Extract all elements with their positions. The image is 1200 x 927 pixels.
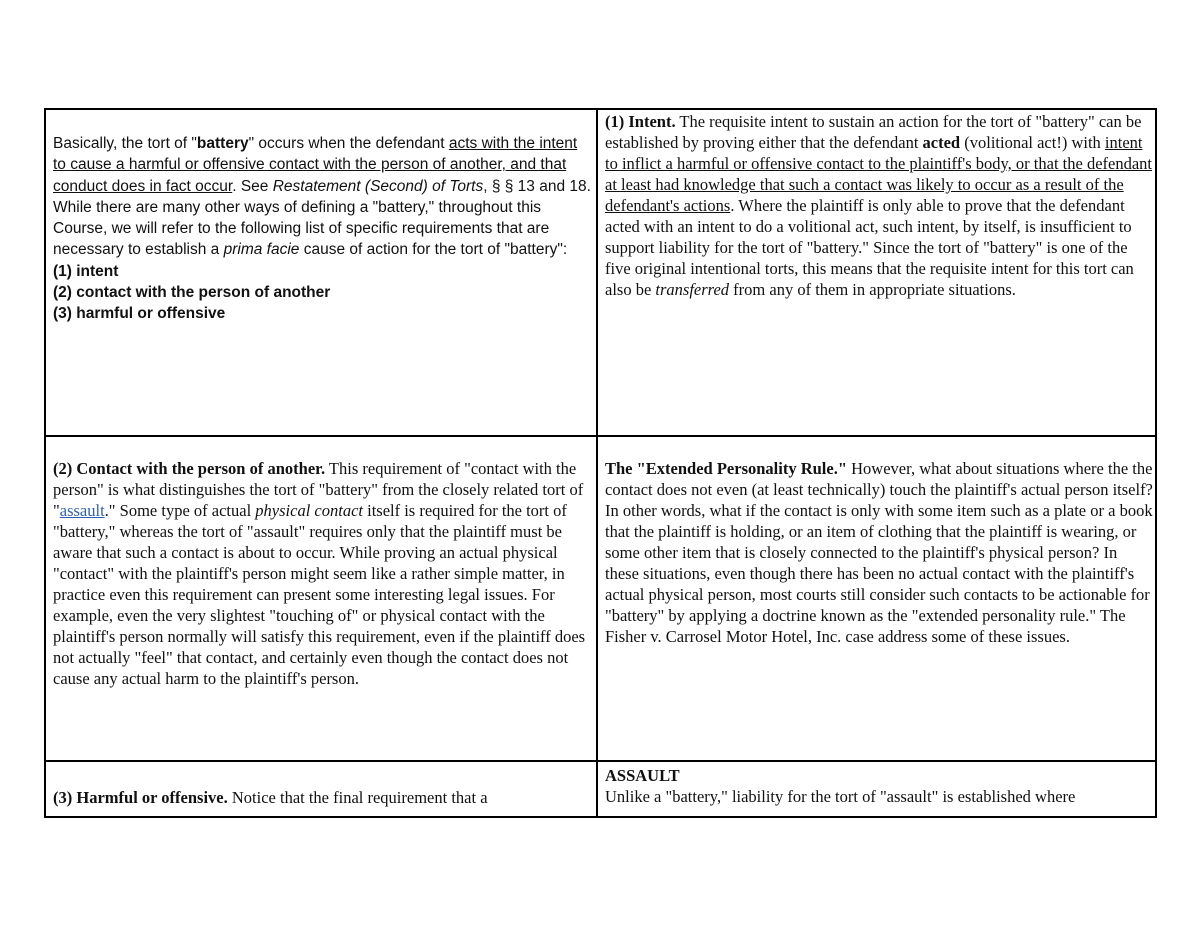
extended-paragraph: The "Extended Personality Rule." However, what about situations where the the contact does not even (at least technically) touch the plaintiff's actual person itself? In other words, what if the contact is only with some item such as a plate or a book that the plaintiff is holding, or an item of clothing that the plaintiff is wearing, or some other item that is closely connected to the plaintiff's physical person? In these situations, even though there has been no actual contact with the plaintiff's actual physical person, most courts still consider such contacts to be actionable for "battery" by applying a doctrine known as the "extended personality rule." The Fisher v. Carrosel Motor Hotel, Inc. case address some of these issues. bbox=[605, 459, 1153, 646]
column-divider bbox=[596, 108, 598, 818]
assault-link[interactable]: assault bbox=[59, 501, 105, 520]
assault-cell bbox=[605, 765, 1153, 807]
row-divider-2 bbox=[44, 760, 1157, 762]
extended-personality-cell bbox=[605, 458, 1153, 647]
intent-heading: (1) Intent. bbox=[605, 112, 676, 131]
requirement-item-intent: (1) intent bbox=[53, 262, 119, 280]
row-divider-1 bbox=[44, 435, 1157, 437]
harmful-heading: (3) Harmful or offensive. bbox=[53, 788, 228, 807]
battery-intro-paragraph: Basically, the tort of "battery" occurs when the defendant acts with the intent to cause a harmful or offensive contact with the person of another, and that conduct does in fact occur. See Restatement (Second) of Torts, § § 13 and 18. While there are many other ways of defining a "battery," throughout this Course, we will refer to the following list of specific requirements that are necessary to establish a prima facie cause of action for the tort of "battery": bbox=[53, 135, 591, 259]
contact-cell bbox=[53, 458, 593, 689]
battery-intro-cell bbox=[53, 133, 593, 325]
contact-paragraph: (2) Contact with the person of another. This requirement of "contact with the person" is what distinguishes the tort of "battery" from the closely related tort of "assault." Some type of actual physical contact itself is required for the tort of "battery," whereas the tort of "assault" requires only that the plaintiff must be aware that such a contact is about to occur. While proving an actual physical "contact" with the plaintiff's person might seem like a rather simple matter, in practice even this requirement can present some interesting legal issues. For example, even the very slightest "touching of" or physical contact with the plaintiff's person normally will satisfy this requirement, even if the plaintiff does not actually "feel" that contact, and certainly even though the contact does not cause any actual harm to the plaintiff's person. bbox=[53, 459, 586, 688]
contact-heading: (2) Contact with the person of another. bbox=[53, 459, 326, 478]
intent-cell bbox=[605, 111, 1153, 300]
requirement-item-harmful: (3) harmful or offensive bbox=[53, 305, 226, 323]
harmful-cell bbox=[53, 787, 593, 808]
assault-heading: ASSAULT bbox=[605, 766, 680, 785]
requirement-item-contact: (2) contact with the person of another bbox=[53, 284, 331, 302]
intent-paragraph: (1) Intent. The requisite intent to sustain an action for the tort of "battery" can be established by proving either that the defendant acted (volitional act!) with intent to inflict a harmful or offensive contact to the plaintiff's body, or that the defendant at least had knowledge that such a contact was likely to occur as a result of the defendant's actions. Where the plaintiff is only able to prove that the defendant acted with an intent to do a volitional act, such intent, by itself, is insufficient to support liability for the tort of "battery." Since the tort of "battery" is one of the five original intentional torts, this means that the requisite intent for this tort can also be transferred from any of them in appropriate situations. bbox=[605, 112, 1153, 299]
assault-paragraph: Unlike a "battery," liability for the tort of "assault" is established where bbox=[605, 787, 1076, 806]
extended-heading: The "Extended Personality Rule." bbox=[605, 459, 847, 478]
harmful-paragraph: (3) Harmful or offensive. Notice that the final requirement that a bbox=[53, 788, 488, 807]
